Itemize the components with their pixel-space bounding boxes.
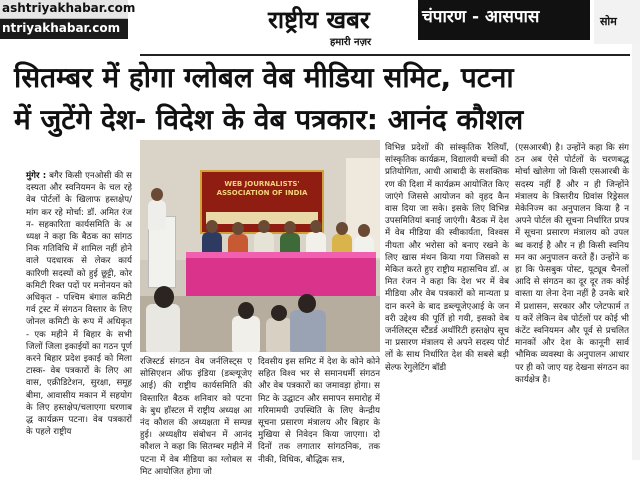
- person-head: [358, 224, 370, 237]
- article-column-5: (एसआरबी) है। उन्होंने कहा कि संगठन अब ऐसे पोर्टलों के चरणबद्ध मोर्चा खोलेगा जो किसी एसआरबी के सदस्य नहीं हैं और न ही जिन्होंने मंत्रालय के त्रिस्तरीय ग्रिवांस रिड्रेसल मेकेनिज्म का अनुपालन किया है न अपने पोर्टल की सूचना निर्धारित प्रपत्र में सूचना प्रसारण मंत्रालय को उपलब्ध कराई है और न ही किसी स्वनियमन का अनुपालन करते हैं। उन्होंने कहा कि फेसबुक पोस्ट, यूट्यूब चैनलों आदि से संगठन का दूर दूर तक कोई वास्ता या लेना देना नहीं है उनके बारे में प्रशासन, सरकार और प्लेटफार्म तय करें लेकिन वेब पोर्टलों पर कोई भी कंटेंट स्वनियमन और पूर्व से प्रचलित मानकों और देश के कानूनी सार्वभौमिक व्यवस्था के अनुपालन आधार पर ही को जाए यह देखना संगठन का कार्यक्षेत्र है।: [515, 143, 629, 385]
- audience-person: [146, 304, 180, 352]
- dateline: मुंगेर :: [26, 171, 47, 181]
- banner-text: WEB JOURNALISTS' ASSOCIATION OF INDIA: [216, 180, 308, 197]
- site-url-bar: [0, 19, 128, 39]
- day-box: [594, 0, 640, 44]
- audience-head: [271, 305, 287, 321]
- audience-person: [266, 318, 292, 352]
- headline-line-2: में जुटेंगे देश- विदेश के वेब पत्रकार: आनंद कौशल: [14, 103, 524, 136]
- person-head: [284, 221, 296, 234]
- site-url: ntriyakhabar.com: [2, 21, 121, 35]
- person-head: [310, 220, 322, 233]
- person-head: [206, 220, 218, 233]
- person-head: [258, 220, 270, 233]
- day-label: सोम: [600, 15, 617, 28]
- person-head: [151, 188, 163, 201]
- article-column-3: दिवसीय इस समिट में देश के कोने कोने सहित विश्व भर से समानधर्मी संगठन और वेब पत्रकारों का जमावड़ा होगा। समिट के उद्घाटन और समापन समारोह में गरिमामयी उपस्थिति के लिए केन्द्रीय सूचना प्रसारण मंत्रालय और बिहार के मुखिया से निवेदन किया जाएगा। दो दिनों तक लगातार सांगठनिक, तकनीकी, विधिक, बौद्धिक सत्र,: [258, 357, 380, 465]
- table-cloth: [186, 252, 376, 296]
- section-label: चंपारण - आसपास: [422, 7, 540, 27]
- page-edge-strip: [632, 44, 640, 460]
- audience-head: [154, 286, 174, 308]
- masthead-title: राष्ट्रीय खबर: [268, 5, 370, 34]
- audience-head: [298, 294, 316, 313]
- audience-head: [238, 302, 254, 319]
- article-text-1: बगैर किसी एनओसी की सदस्यता और स्वनियमन के चल रहे वेब पोर्टलों के खिलाफ हस्तक्षेप/मांग कर रहे मोर्चा: डॉ. अमित रंजन- सहकारिता कार्यसमिति के अध्यक्ष ने कहा कि बैठक का सांगठनिक गतिविधि में शामिल नहीं होने वाले पदधारक से लेकर कार्यकारिणी सदस्यों को हुई छूट्टी, कोर कमिटी रिक्त पदों पर मनोनयन को अधिकृत - पश्चिम बंगाल कमिटी गर्व ट्रस्ट में संगठन विस्तार के लिए जोनल कमिटी के रूप में अधिकृत - एक महीने में बिहार के सभी जिलों जिला इकाईयों का गठन पूर्ण करने बिहार प्रदेश इकाई को मिला टास्क- वेब पत्रकारों के लिए आवास, एक्रीडिटेशन, सुरक्षा, समूह बीमा, आवासीय मकान में सहयोग के लिए हस्तक्षेप/चलाएगा घरणाबद्ध कार्यक्रम पटना। वेब पत्रकारों के पहले राष्ट्रीय: [26, 171, 132, 438]
- section-banner: [418, 0, 590, 40]
- audience-person: [232, 316, 260, 352]
- headline-line-1: सितम्बर में होगा ग्लोबल वेब मीडिया समिट, पटना: [14, 61, 514, 94]
- news-photo: [140, 140, 380, 352]
- person-head: [232, 222, 244, 235]
- article-column-4: विभिन्न प्रदेशों की सांस्कृतिक रैलियाँ, सांस्कृतिक कार्यक्रम, विद्यालयी बच्चों की प्रतियोगिता, आधी आबादी के सशक्तिकरण की दिशा में कार्यक्रम आयोजित किए जाएंगे जिससे आयोजन को वृहद कैनवास दिया जा सके। इसके लिए विभिन्न उपसमितियां बनाई जाएंगी। बैठक में देश में वेब मीडिया की स्वीकार्यता, विश्वसनीयता और भरोसा को बनाए रखने के लिए खास मंथन किया गया जिसको समेकित करते हुए राष्ट्रीय महासचिव डॉ. अमित रंजन ने कहा कि देश भर में वेब मीडिया और वेब पत्रकारों को मान्यता प्रदान करने के बाद डब्ल्यूजेएआई के जनवरी उद्देश्य की पूर्ति हो गयी, इसको वेब जर्नलिस्ट्स स्टैंडर्ड अथॉरिटी हस्तक्षेप सूचना प्रसारण मंत्रालय से अपने सदस्य पोर्टलों के साथ निर्धारित देश की सबसे बड़ी सेल्फ रेगुलेटिंग बॉडी: [385, 143, 509, 373]
- table-edge: [186, 252, 376, 258]
- headline: [14, 56, 616, 148]
- site-name: ashtriyakhabar.com: [2, 1, 136, 15]
- audience-person: [290, 310, 326, 352]
- person-head: [336, 222, 348, 235]
- person-shape: [148, 200, 166, 230]
- site-name-bar: [0, 0, 136, 19]
- masthead: [268, 0, 414, 50]
- masthead-tagline: हमारी नज़र: [330, 37, 372, 48]
- article-column-1: [26, 170, 132, 455]
- article-column-2: रजिस्टर्ड संगठन वेब जर्नलिस्ट्स एसोसिएशन ऑफ इंडिया (डब्ल्यूजेएआई) की राष्ट्रीय कार्यसमिति की विस्तारित बैठक शनिवार को पटना के बुध हॉस्टल में राष्ट्रीय अध्यक्ष आनंद कौशल की अध्यक्षता में सम्पन्न हुई। अध्यक्षीय संबोधन में आनंद कौशल ने कहा कि सितम्बर महीने में पटना में वेब मीडिया का ग्लोबल समिट आयोजित होगा जो: [140, 357, 252, 477]
